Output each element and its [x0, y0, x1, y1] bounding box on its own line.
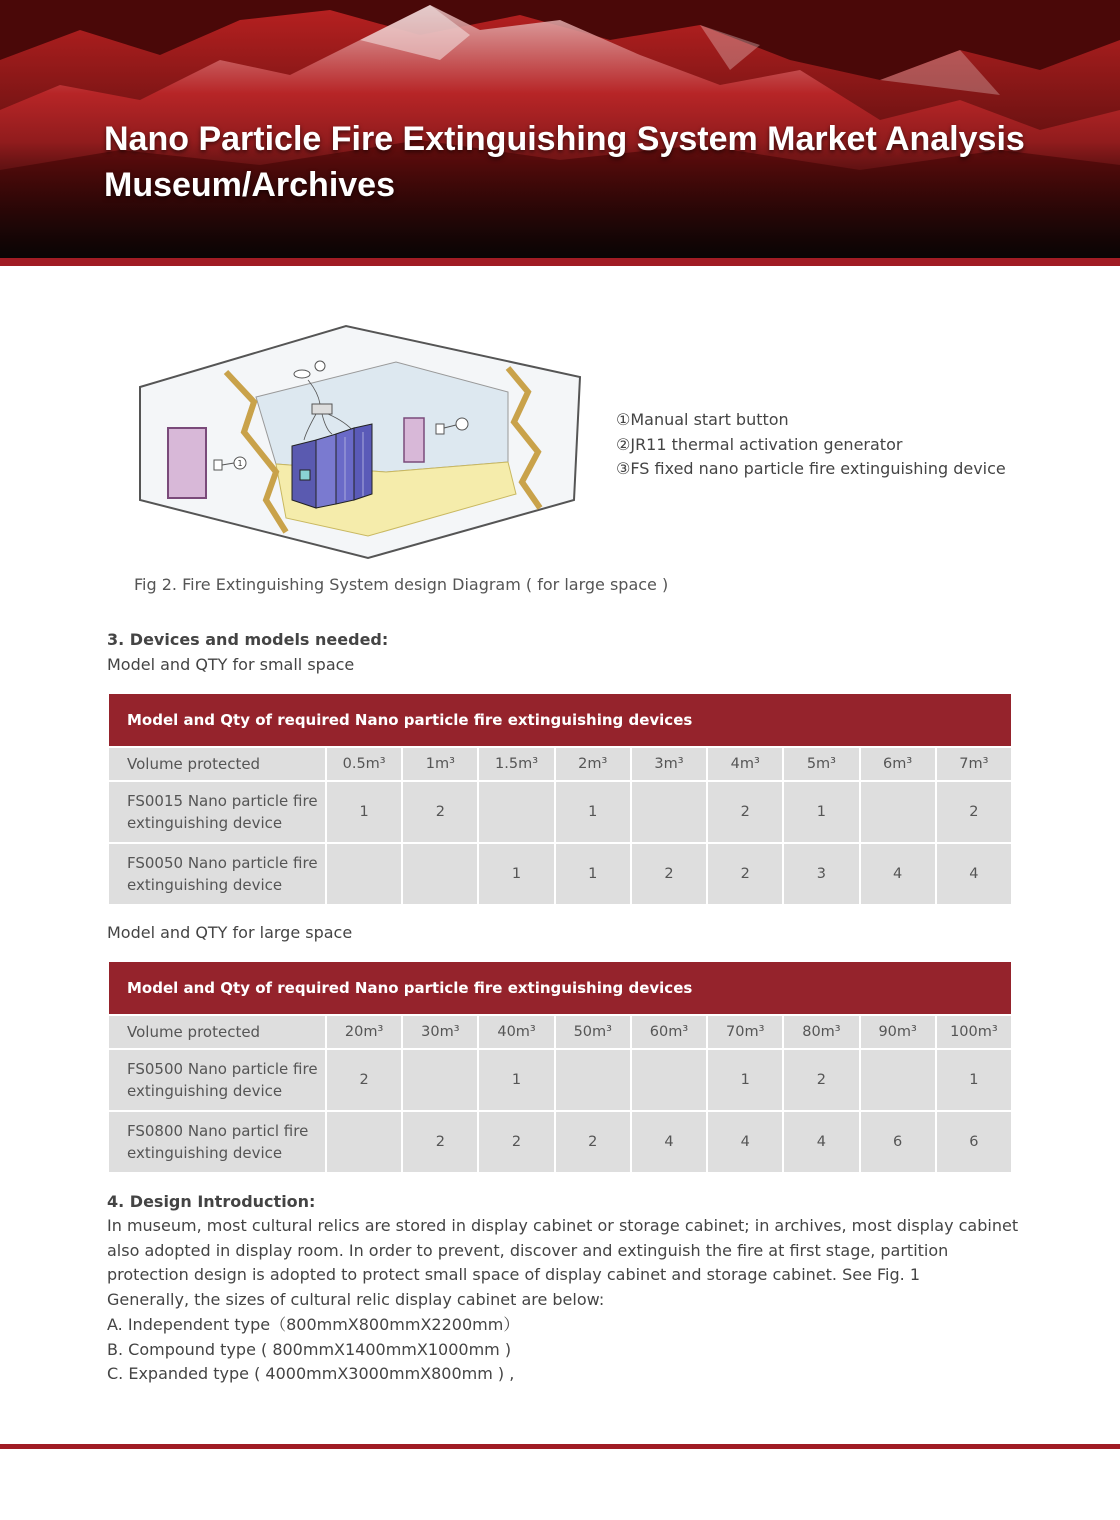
volume-cell: 70m³	[707, 1015, 783, 1049]
qty-cell: 1	[478, 843, 554, 905]
qty-cell	[860, 781, 936, 843]
qty-cell: 1	[326, 781, 402, 843]
table-row	[108, 1049, 1012, 1111]
device-label: FS0500 Nano particle fire extinguishing device	[108, 1049, 326, 1111]
qty-cell	[860, 1049, 936, 1111]
volume-cell: 6m³	[860, 747, 936, 781]
qty-cell: 2	[707, 781, 783, 843]
volume-cell: 5m³	[783, 747, 859, 781]
large-space-label: Model and QTY for large space	[107, 923, 353, 942]
qty-cell: 1	[936, 1049, 1012, 1111]
qty-cell: 4	[631, 1111, 707, 1173]
device-label: FS0015 Nano particle fire extinguishing device	[108, 781, 326, 843]
volume-cell: 80m³	[783, 1015, 859, 1049]
page-title-line1: Nano Particle Fire Extinguishing System Market Analysis	[104, 120, 1025, 158]
sizes-intro: Generally, the sizes of cultural relic display cabinet are below:	[107, 1290, 605, 1310]
volume-cell: 3m³	[631, 747, 707, 781]
volume-cell: 1m³	[402, 747, 478, 781]
qty-cell	[631, 1049, 707, 1111]
size-item-b: B. Compound type ( 800mmX1400mmX1000mm )	[107, 1339, 512, 1359]
legend-item-manual-start: ①Manual start button	[616, 410, 789, 429]
small-space-label: Model and QTY for small space	[107, 655, 355, 674]
volume-cell: 90m³	[860, 1015, 936, 1049]
qty-cell: 2	[402, 1111, 478, 1173]
device-label: FS0800 Nano particl fire extinguishing device	[108, 1111, 326, 1173]
size-item-a: A. Independent type（800mmX800mmX2200mm）	[107, 1314, 520, 1334]
qty-cell	[555, 1049, 631, 1111]
header-divider	[0, 258, 1120, 266]
qty-cell: 2	[631, 843, 707, 905]
diagram-legend	[616, 408, 1006, 482]
intro-paragraph: In museum, most cultural relics are stored in display cabinet or storage cabinet; in archives, most display cabinet also adopted in display room. In order to prevent, discover and extinguish the fire at first stage, partition protection design is adopted to protect small space of display cabinet and storage cabinet. See Fig. 1	[107, 1216, 1019, 1285]
svg-text:1: 1	[237, 459, 243, 468]
qty-cell: 2	[707, 843, 783, 905]
qty-cell: 2	[478, 1111, 554, 1173]
table-title: Model and Qty of required Nano particle fire extinguishing devices	[108, 961, 1012, 1015]
qty-cell: 4	[783, 1111, 859, 1173]
volume-cell: 0.5m³	[326, 747, 402, 781]
qty-cell: 6	[860, 1111, 936, 1173]
qty-cell: 1	[555, 843, 631, 905]
volume-cell: 7m³	[936, 747, 1012, 781]
large-space-table	[107, 960, 1013, 1174]
qty-cell: 1	[783, 781, 859, 843]
header-banner	[0, 0, 1120, 258]
qty-cell: 4	[860, 843, 936, 905]
volume-label: Volume protected	[108, 747, 326, 781]
qty-cell	[326, 1111, 402, 1173]
design-introduction	[107, 1214, 1027, 1387]
qty-cell: 1	[555, 781, 631, 843]
section-3-heading: 3. Devices and models needed:	[107, 630, 389, 649]
qty-cell: 2	[555, 1111, 631, 1173]
volume-cell: 60m³	[631, 1015, 707, 1049]
table-row	[108, 1111, 1012, 1173]
volume-cell: 100m³	[936, 1015, 1012, 1049]
device-label: FS0050 Nano particle fire extinguishing device	[108, 843, 326, 905]
qty-cell	[402, 1049, 478, 1111]
volume-cell: 1.5m³	[478, 747, 554, 781]
volume-cell: 20m³	[326, 1015, 402, 1049]
legend-item-fs-device: ③FS fixed nano particle fire extinguishing device	[616, 459, 1006, 478]
qty-cell	[402, 843, 478, 905]
table-row	[108, 781, 1012, 843]
qty-cell: 4	[707, 1111, 783, 1173]
qty-cell	[478, 781, 554, 843]
section-4-heading: 4. Design Introduction:	[107, 1192, 316, 1211]
qty-cell: 2	[402, 781, 478, 843]
qty-cell: 2	[936, 781, 1012, 843]
room-design-diagram	[136, 322, 586, 562]
legend-item-jr11-generator: ②JR11 thermal activation generator	[616, 434, 903, 454]
volume-label: Volume protected	[108, 1015, 326, 1049]
table-title: Model and Qty of required Nano particle fire extinguishing devices	[108, 693, 1012, 747]
qty-cell: 6	[936, 1111, 1012, 1173]
qty-cell: 1	[478, 1049, 554, 1111]
qty-cell: 2	[783, 1049, 859, 1111]
figure-caption: Fig 2. Fire Extinguishing System design Diagram ( for large space )	[134, 575, 669, 594]
page-title-line2: Museum/Archives	[104, 166, 395, 204]
table-row	[108, 843, 1012, 905]
volume-cell: 30m³	[402, 1015, 478, 1049]
volume-cell: 4m³	[707, 747, 783, 781]
footer-divider	[0, 1444, 1120, 1449]
qty-cell	[326, 843, 402, 905]
size-item-c: C. Expanded type ( 4000mmX3000mmX800mm ) ,	[107, 1364, 515, 1384]
page-title	[104, 116, 1025, 208]
volume-cell: 2m³	[555, 747, 631, 781]
qty-cell: 2	[326, 1049, 402, 1111]
small-space-table	[107, 692, 1013, 906]
qty-cell: 3	[783, 843, 859, 905]
qty-cell: 4	[936, 843, 1012, 905]
volume-cell: 50m³	[555, 1015, 631, 1049]
qty-cell	[631, 781, 707, 843]
volume-cell: 40m³	[478, 1015, 554, 1049]
qty-cell: 1	[707, 1049, 783, 1111]
